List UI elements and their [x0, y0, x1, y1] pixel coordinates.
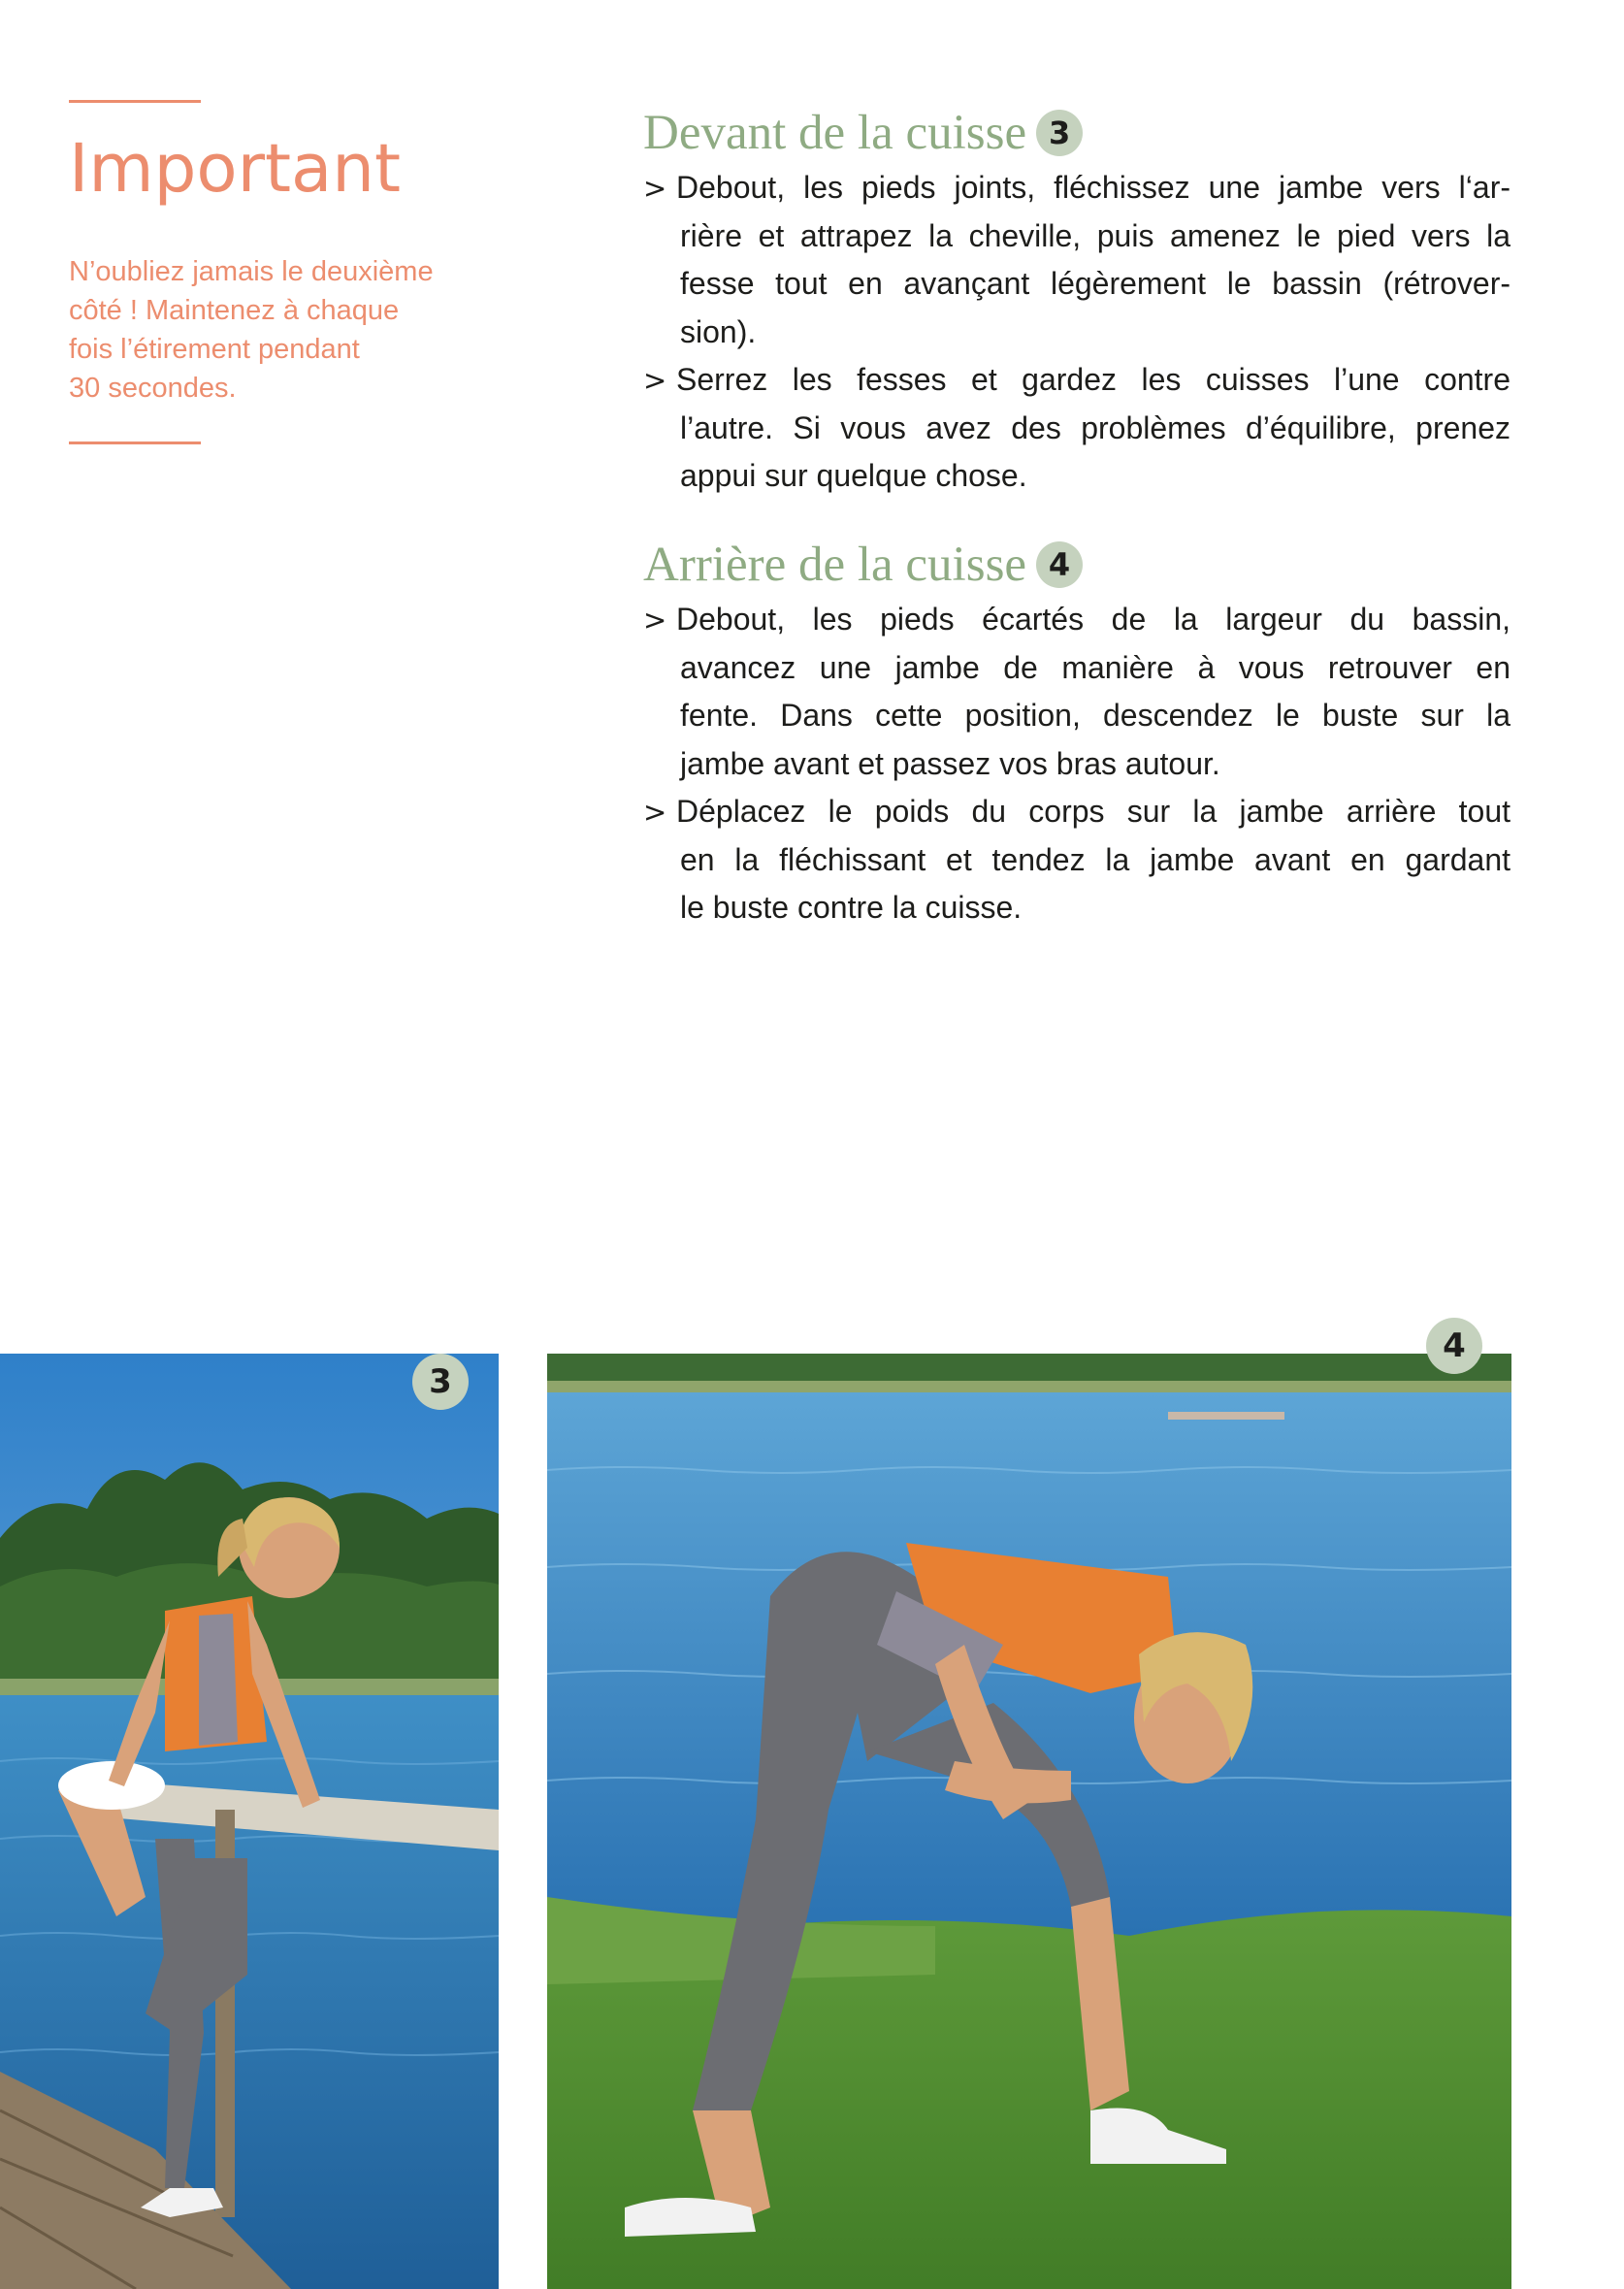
- photo-number-badge: 3: [412, 1354, 469, 1410]
- instruction-line: avancez une jambe de manière à vous retrouver en: [680, 649, 1510, 685]
- instruction-line: Debout, les pieds écartés de la largeur du bassin,: [676, 602, 1510, 637]
- bullet-marker: >: [643, 364, 667, 397]
- important-note: [69, 252, 486, 408]
- photo-quad-stretch: [0, 1354, 499, 2289]
- bullet-marker: >: [643, 172, 667, 205]
- important-note-line: fois l’étirement pendant: [69, 334, 360, 365]
- instruction-line: en la fléchissant et tendez la jambe avant en gardant: [680, 841, 1510, 877]
- instruction-line: appui sur quelque chose.: [680, 458, 1027, 493]
- instruction-item: [643, 788, 1510, 932]
- important-note-line: N’oubliez jamais le deuxième: [69, 256, 434, 287]
- instruction-line: Serrez les fesses et gardez les cuisses l’une contre: [676, 362, 1510, 397]
- instruction-line: Déplacez le poids du corps sur la jambe arrière tout: [676, 794, 1510, 829]
- photo-number-badge: 4: [1426, 1318, 1482, 1374]
- instructions-back-thigh: [643, 596, 1510, 932]
- section-title-front-thigh: [643, 106, 1083, 160]
- important-note-line: côté ! Maintenez à chaque: [69, 295, 400, 326]
- instruction-item: [643, 596, 1510, 788]
- bullet-marker: >: [643, 604, 667, 637]
- instruction-line: le buste contre la cuisse.: [680, 890, 1023, 925]
- bullet-marker: >: [643, 796, 667, 829]
- instruction-line: jambe avant et passez vos bras autour.: [680, 745, 1220, 781]
- instruction-line: rière et attrapez la cheville, puis amenez le pied vers la: [680, 217, 1510, 253]
- section-title-text: Arrière de la cuisse: [643, 538, 1027, 592]
- instruction-item: [643, 164, 1510, 356]
- photo-hamstring-stretch: [547, 1318, 1511, 2289]
- section-title-back-thigh: [643, 540, 1083, 590]
- bottom-divider: [69, 441, 201, 444]
- instruction-line: fente. Dans cette position, descendez le buste sur la: [680, 698, 1510, 733]
- top-divider: [69, 100, 201, 103]
- section-title-text: Devant de la cuisse: [643, 106, 1027, 160]
- instruction-line: sion).: [680, 313, 757, 349]
- important-note-line: 30 secondes.: [69, 373, 237, 404]
- step-number-badge: 4: [1036, 541, 1083, 588]
- instruction-line: fesse tout en avançant légèrement le bassin (rétrover-: [680, 266, 1510, 301]
- instruction-item: [643, 356, 1510, 501]
- instruction-line: l’autre. Si vous avez des problèmes d’équilibre, prenez: [680, 409, 1510, 445]
- instruction-line: Debout, les pieds joints, fléchissez une jambe vers l‘ar-: [676, 170, 1510, 205]
- step-number-badge: 3: [1036, 110, 1083, 156]
- instructions-front-thigh: [643, 164, 1510, 501]
- important-heading: Important: [69, 130, 402, 208]
